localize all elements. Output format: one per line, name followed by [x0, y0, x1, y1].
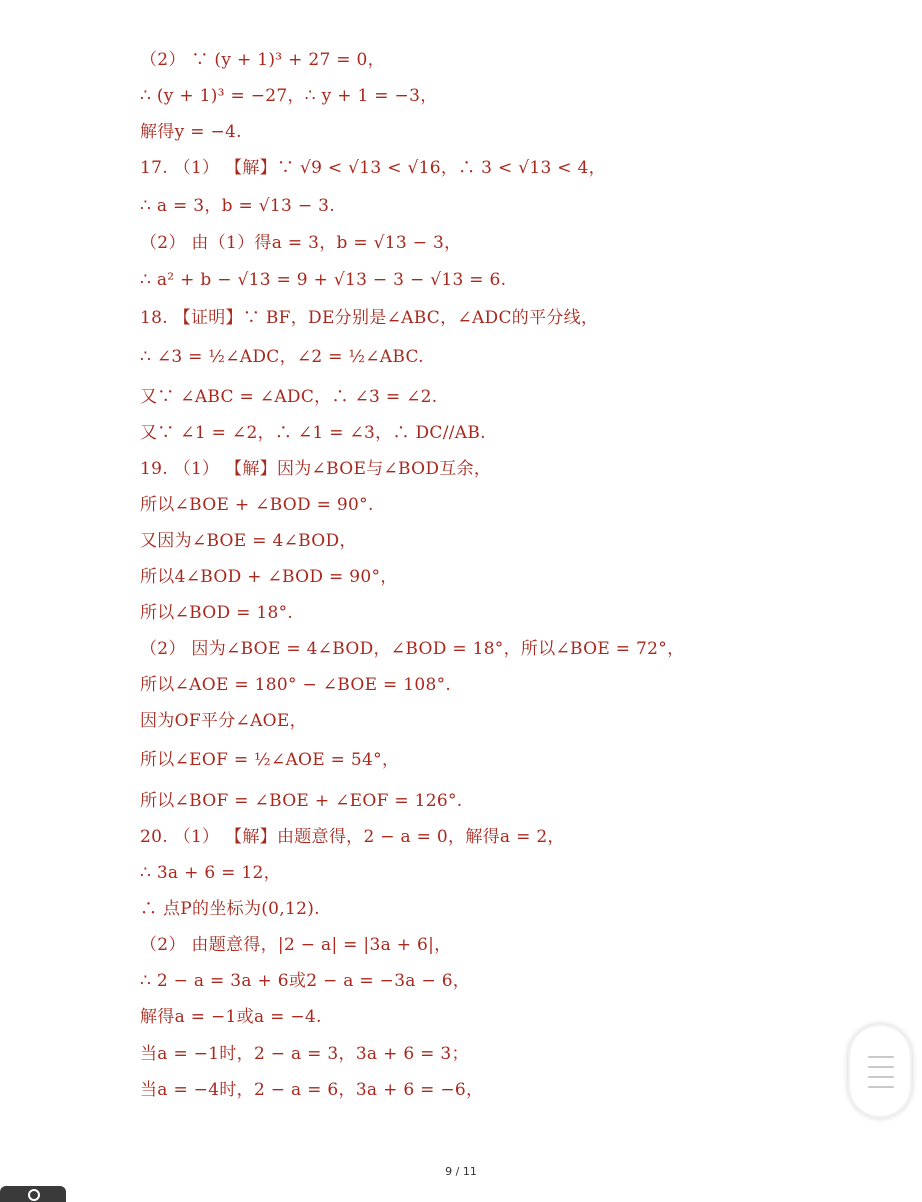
solution-line: 19. （1） 【解】因为∠BOE与∠BOD互余，: [140, 459, 492, 479]
solution-line: 17. （1） 【解】∵ √9 < √13 < √16，∴ 3 < √13 < 4，: [140, 158, 606, 178]
solution-line: 当a = −1时，2 − a = 3，3a + 6 = 3；: [140, 1044, 469, 1064]
solution-line: （2） 由（1）得a = 3，b = √13 − 3，: [140, 233, 462, 253]
side-menu-handle[interactable]: [848, 1024, 912, 1118]
solution-line: 18. 【证明】∵ BF，DE分别是∠ABC，∠ADC的平分线，: [140, 308, 599, 328]
solution-line: 所以∠AOE = 180° − ∠BOE = 108°.: [140, 675, 452, 695]
solution-line: 解得a = −1或a = −4.: [140, 1007, 322, 1027]
solution-line: 因为OF平分∠AOE，: [140, 711, 307, 731]
solution-line: 20. （1） 【解】由题意得，2 − a = 0，解得a = 2，: [140, 827, 565, 847]
solution-line: ∴ (y + 1)³ = −27，∴ y + 1 = −3，: [140, 86, 438, 106]
solution-line: ∴ 2 − a = 3a + 6或2 − a = −3a − 6，: [140, 971, 471, 991]
solution-line: ∴ a² + b − √13 = 9 + √13 − 3 − √13 = 6.: [140, 270, 507, 290]
corner-button[interactable]: [0, 1186, 66, 1202]
solution-line: 所以4∠BOD + ∠BOD = 90°，: [140, 567, 398, 587]
solution-line: （2） ∵ (y + 1)³ + 27 = 0，: [140, 50, 385, 70]
circle-icon: [28, 1189, 40, 1201]
solution-line: 所以∠BOD = 18°.: [140, 603, 294, 623]
solution-line: 当a = −4时，2 − a = 6，3a + 6 = −6，: [140, 1080, 484, 1100]
solution-line: 所以∠EOF = ½∠AOE = 54°，: [140, 750, 400, 770]
solution-line: （2） 由题意得，|2 − a| = |3a + 6|，: [140, 935, 452, 955]
solution-line: 又∵ ∠1 = ∠2，∴ ∠1 = ∠3，∴ DC//AB.: [140, 423, 486, 443]
solution-line: 所以∠BOE + ∠BOD = 90°.: [140, 495, 374, 515]
solution-line: （2） 因为∠BOE = 4∠BOD，∠BOD = 18°，所以∠BOE = 72°，: [140, 639, 685, 659]
solution-line: ∴ 3a + 6 = 12，: [140, 863, 281, 883]
solution-line: ∴ 点P的坐标为(0,12).: [140, 899, 320, 919]
page-number: 9 / 11: [445, 1165, 477, 1178]
solution-line: 所以∠BOF = ∠BOE + ∠EOF = 126°.: [140, 791, 463, 811]
solution-line: 又因为∠BOE = 4∠BOD，: [140, 531, 357, 551]
solution-line: 又∵ ∠ABC = ∠ADC，∴ ∠3 = ∠2.: [140, 387, 438, 407]
solution-line: ∴ ∠3 = ½∠ADC，∠2 = ½∠ABC.: [140, 347, 424, 367]
solution-line: 解得y = −4.: [140, 122, 242, 142]
solution-line: ∴ a = 3，b = √13 − 3.: [140, 196, 335, 216]
